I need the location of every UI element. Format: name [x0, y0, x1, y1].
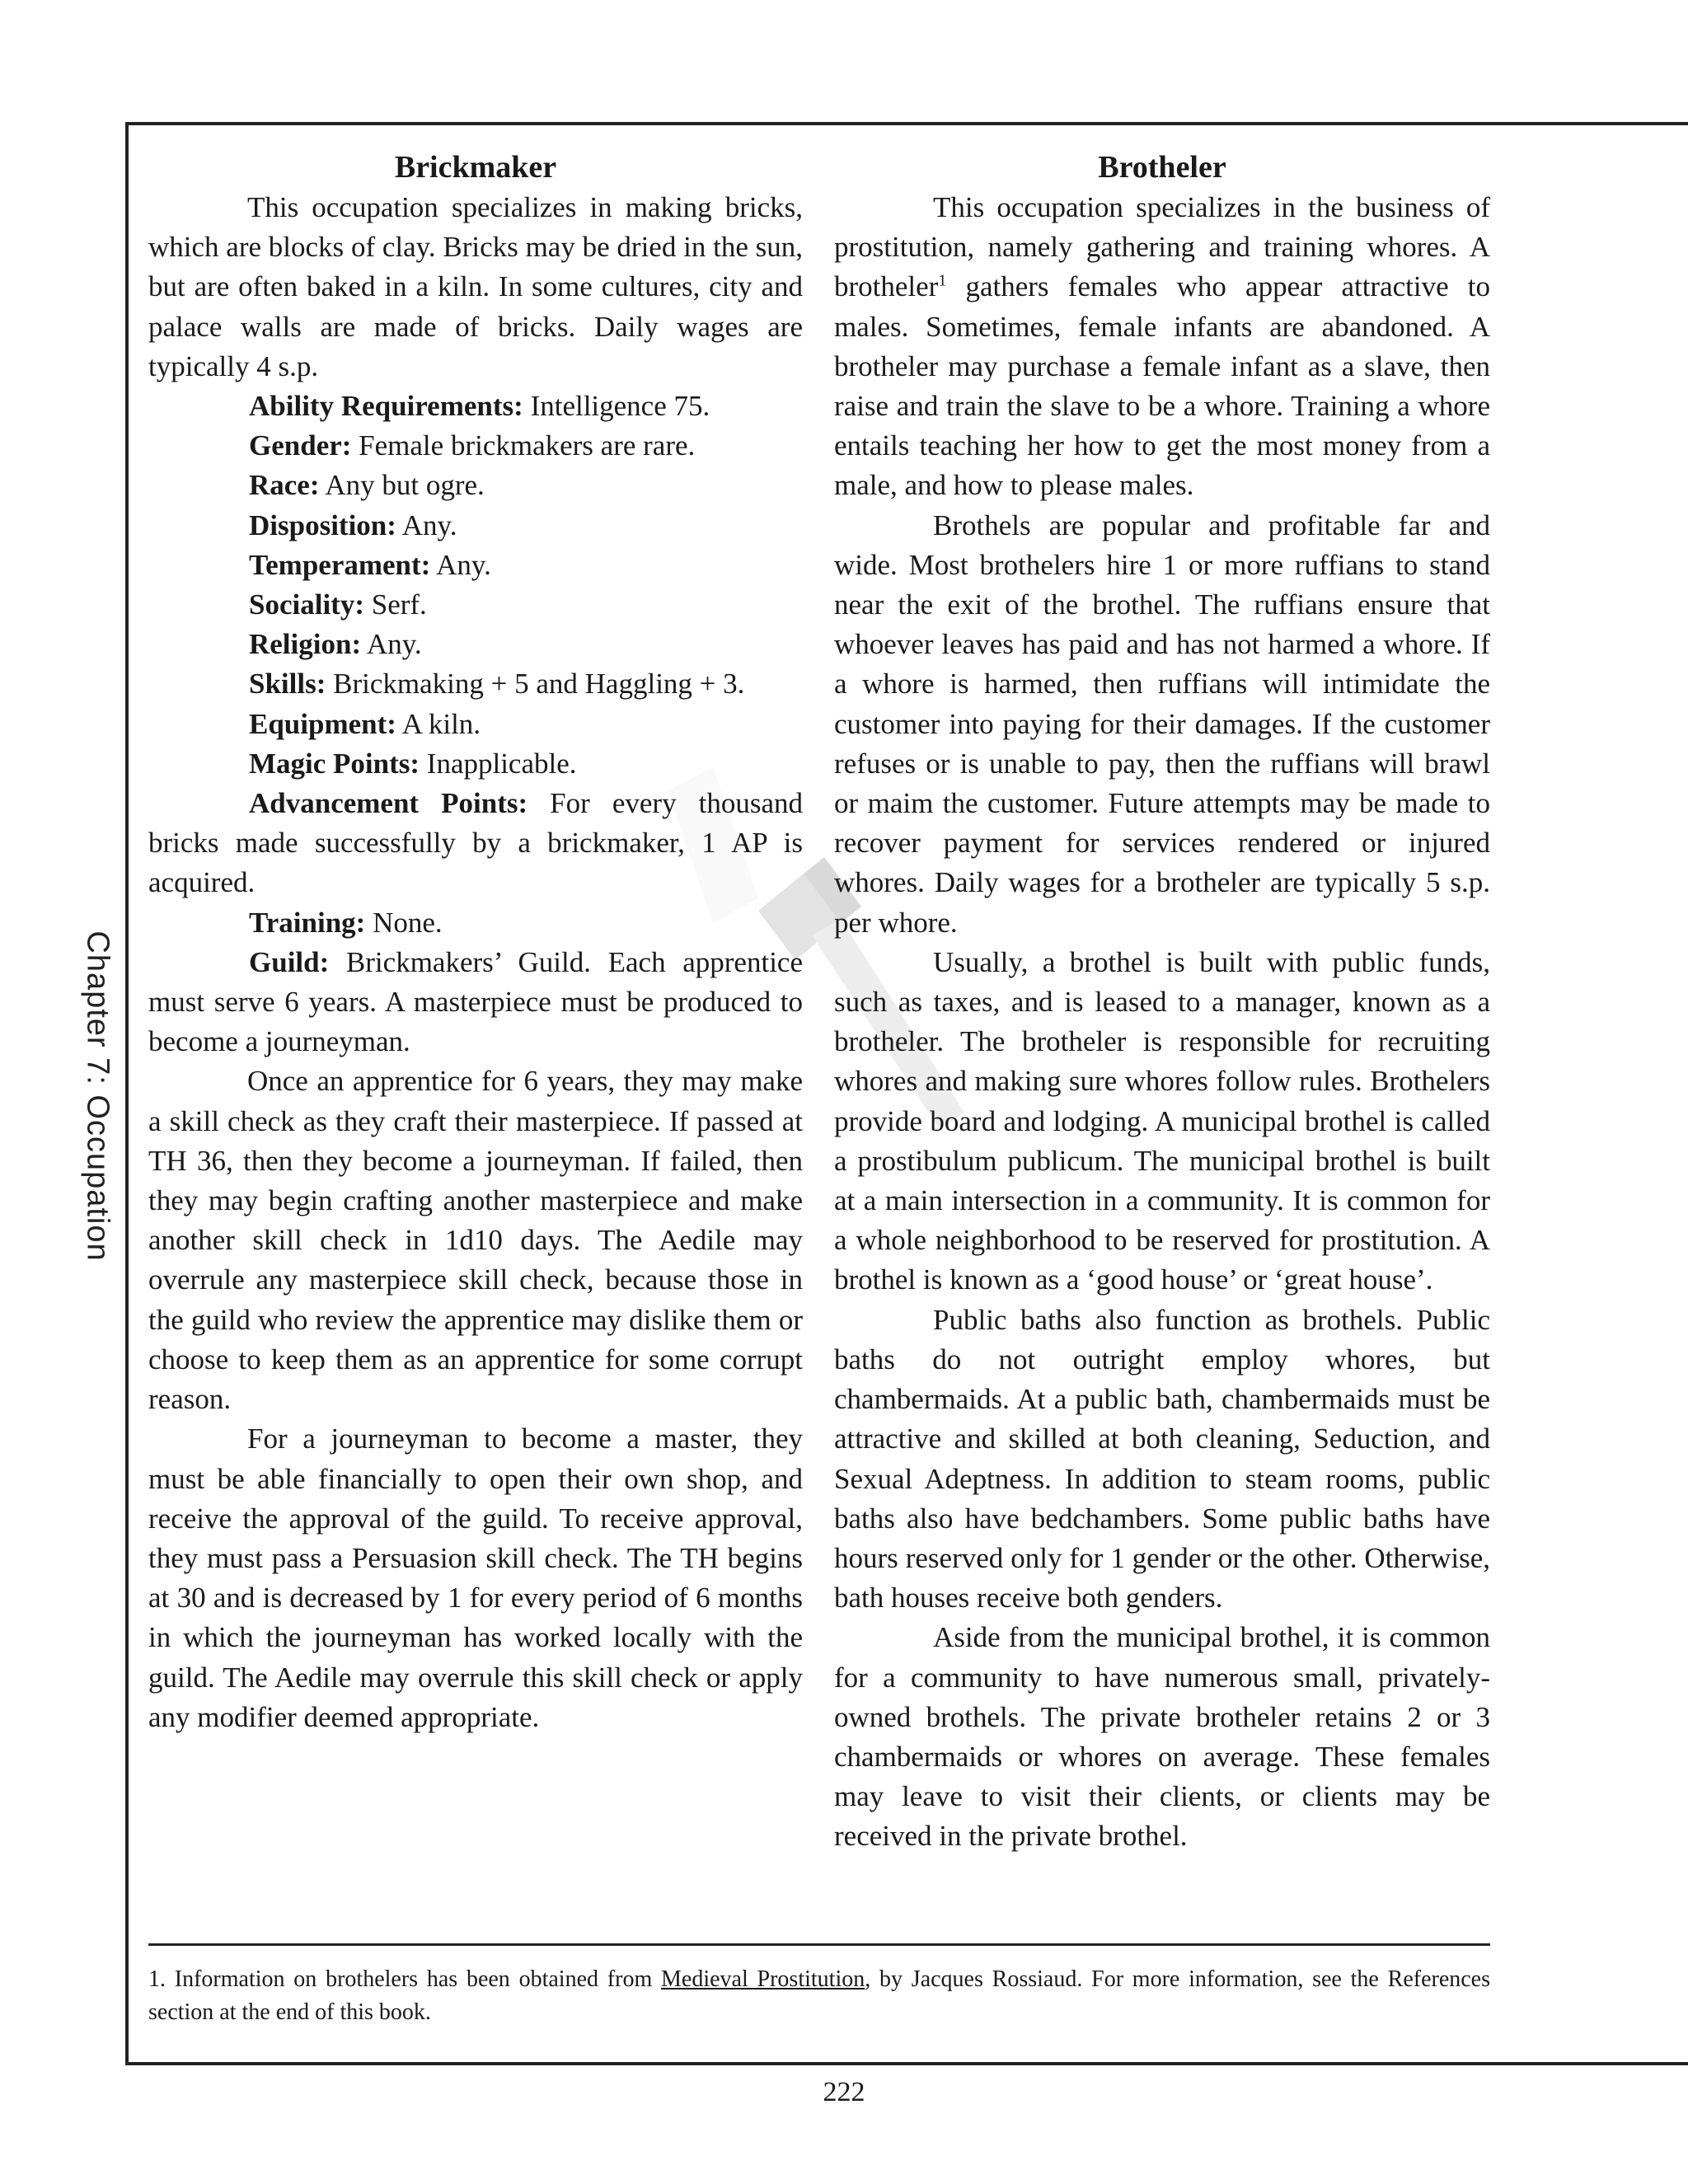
- attr-temperament: Temperament: Any.: [249, 548, 491, 581]
- attr-advancement-points: Advancement Points: For every thousand bricks made successfully by a brickmaker, 1 AP is acquired.: [148, 787, 803, 899]
- brickmaker-title: Brickmaker: [394, 150, 557, 185]
- brotheler-section: [834, 147, 1490, 1857]
- attr-ability: Ability Requirements: Intelligence 75.: [249, 390, 710, 423]
- chapter-side-label: [73, 907, 122, 1286]
- attr-sociality: Sociality: Serf.: [249, 588, 427, 621]
- attr-equipment: Equipment: A kiln.: [249, 707, 481, 740]
- brickmaker-paragraph: Once an apprentice for 6 years, they may make a skill check as they craft their masterpiece. If passed at TH 36, then they become a journeyman. If failed, then they may begin crafting another masterpiece and make another skill check in 1d10 days. The Aedile may overrule any masterpiece skill check, because those in the guild who review the apprentice may dislike them or choose to keep them as an apprentice for some corrupt reason.: [148, 1065, 803, 1416]
- footnote-marker: 1: [938, 271, 947, 290]
- brickmaker-paragraph: For a journeyman to become a master, they must be able financially to open their own shop, and receive the approval of the guild. To receive approval, they must pass a Persuasion skill check. The TH begins at 30 and is decreased by 1 for every period of 6 months in which the journeyman has worked locally with the guild. The Aedile may overrule this skill check or apply any modifier deemed appropriate.: [148, 1422, 803, 1733]
- attr-gender: Gender: Female brickmakers are rare.: [249, 429, 696, 462]
- brickmaker-intro: This occupation specializes in making bricks, which are blocks of clay. Bricks may be dried in the sun, but are often baked in a kiln. In some cultures, city and palace walls are made of bricks. Daily wages are typically 4 s.p.: [148, 191, 803, 382]
- footnote: 1. Information on brothelers has been obtained from Medieval Prostitution, by Jacques Rossiaud. For more information, see the References section at the end of this book.: [148, 1966, 1490, 2025]
- footnote-divider: [148, 1943, 1490, 1946]
- footnote-book-title: Medieval Prostitution: [661, 1966, 865, 1992]
- brotheler-paragraph: Usually, a brothel is built with public funds, such as taxes, and is leased to a manager, known as a brotheler. The brotheler is responsible for recruiting whores and making sure whores follow rules. Brothelers provide board and lodging. A municipal brothel is called a prostibulum publicum. The municipal brothel is built at a main intersection in a community. It is common for a whole neighborhood to be reserved for prostitution. A brothel is known as a ‘good house’ or ‘great house’.: [834, 945, 1490, 1296]
- attr-race: Race: Any but ogre.: [249, 469, 485, 502]
- page-number: 222: [823, 2077, 865, 2107]
- attr-religion: Religion: Any.: [249, 628, 422, 661]
- brickmaker-section: [148, 147, 803, 1737]
- brotheler-title: Brotheler: [1098, 150, 1226, 185]
- attr-training: Training: None.: [249, 906, 443, 939]
- attr-skills: Skills: Brickmaking + 5 and Haggling + 3.: [249, 668, 745, 701]
- brotheler-paragraph: Aside from the municipal brothel, it is common for a community to have numerous small, privately-owned brothels. The private brotheler retains 2 or 3 chambermaids or whores on average. These females may leave to visit their clients, or clients may be received in the private brothel.: [834, 1621, 1490, 1853]
- chapter-side-label-text: Chapter 7: Occupation: [80, 930, 115, 1262]
- brotheler-paragraph: Public baths also function as brothels. Public baths do not outright employ whores, but chambermaids. At a public bath, chambermaids must be attractive and skilled at both cleaning, Seduction, and Sexual Adeptness. In addition to steam rooms, public baths also have bedchambers. Some public baths have hours reserved only for 1 gender or the other. Otherwise, bath houses receive both genders.: [834, 1303, 1490, 1615]
- attr-guild: Guild: Brickmakers’ Guild. Each apprentice must serve 6 years. A masterpiece must be produced to become a journeyman.: [148, 945, 803, 1058]
- attr-disposition: Disposition: Any.: [249, 509, 457, 541]
- brotheler-paragraph: Brothels are popular and profitable far and wide. Most brothelers hire 1 or more ruffians to stand near the exit of the brothel. The ruffians ensure that whoever leaves has paid and has not harmed a whore. If a whore is harmed, then ruffians will intimidate the customer into paying for their damages. If the customer refuses or is unable to pay, then the ruffians will brawl or maim the customer. Future attempts may be made to recover payment for services rendered or injured whores. Daily wages for a brotheler are typically 5 s.p. per whore.: [834, 509, 1490, 939]
- attr-magic-points: Magic Points: Inapplicable.: [249, 747, 577, 780]
- brotheler-intro: This occupation specializes in the business of prostitution, namely gathering and training whores. A brotheler$^1$ gathers females who appear attractive to males. Sometimes, female infants are abandoned. A brotheler may purchase a female infant as a slave, then raise and train the slave to be a whore. Training a whore entails teaching her how to get the most money from a male, and how to please males.: [834, 191, 1490, 502]
